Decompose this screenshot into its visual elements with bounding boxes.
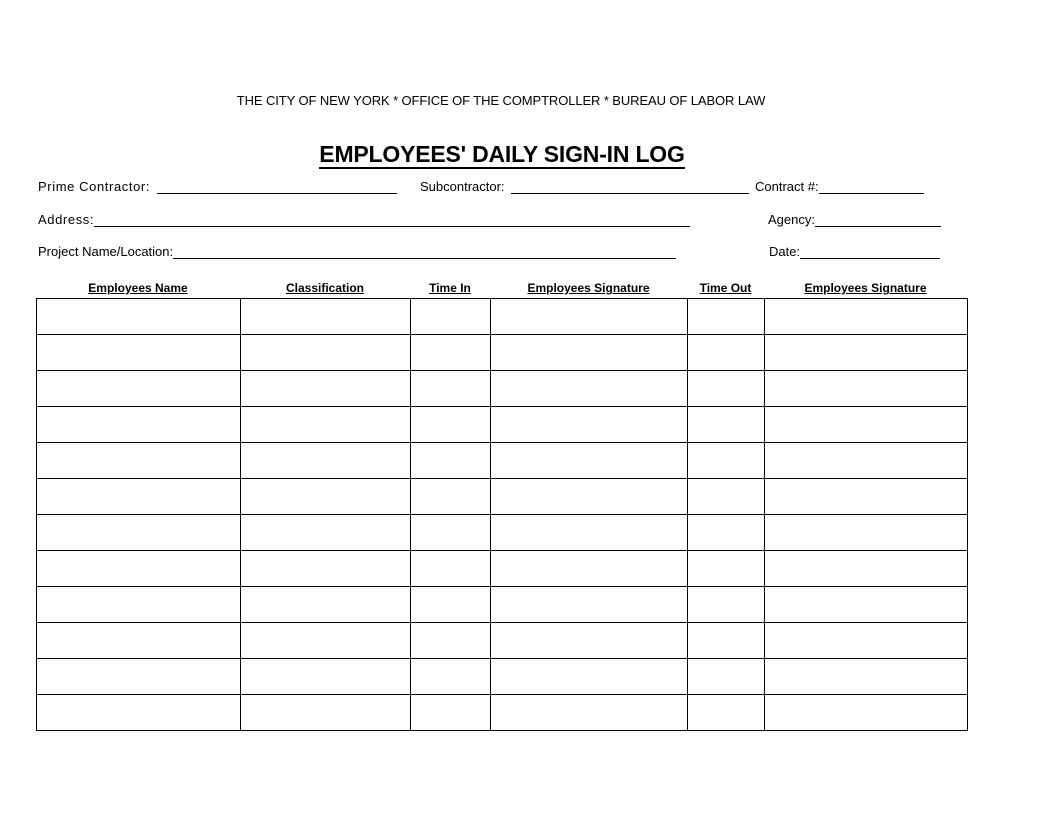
signature-in-cell[interactable] <box>491 407 688 443</box>
signature-out-cell[interactable] <box>765 587 968 623</box>
time-in-cell[interactable] <box>411 695 491 731</box>
classification-cell[interactable] <box>241 407 411 443</box>
employee-name-cell[interactable] <box>37 659 241 695</box>
employee-name-cell[interactable] <box>37 407 241 443</box>
date-input[interactable] <box>800 246 940 259</box>
column-header-time-in: Time In <box>429 281 471 295</box>
sign-in-table-body <box>37 299 968 731</box>
table-row <box>37 659 968 695</box>
signature-in-cell[interactable] <box>491 659 688 695</box>
employee-name-cell[interactable] <box>37 515 241 551</box>
signature-out-cell[interactable] <box>765 371 968 407</box>
project-input[interactable] <box>173 246 676 259</box>
classification-cell[interactable] <box>241 371 411 407</box>
employee-name-cell[interactable] <box>37 479 241 515</box>
time-in-cell[interactable] <box>411 551 491 587</box>
time-in-cell[interactable] <box>411 407 491 443</box>
table-row <box>37 479 968 515</box>
table-row <box>37 623 968 659</box>
employee-name-cell[interactable] <box>37 371 241 407</box>
contract-number-label: Contract #: <box>755 179 819 194</box>
signature-out-cell[interactable] <box>765 623 968 659</box>
time-in-cell[interactable] <box>411 299 491 335</box>
project-field <box>38 243 676 259</box>
signature-in-cell[interactable] <box>491 371 688 407</box>
subcontractor-label: Subcontractor: <box>420 179 505 194</box>
agency-input[interactable] <box>815 214 941 227</box>
signature-in-cell[interactable] <box>491 623 688 659</box>
time-out-cell[interactable] <box>688 623 765 659</box>
employee-name-cell[interactable] <box>37 335 241 371</box>
time-out-cell[interactable] <box>688 587 765 623</box>
signature-out-cell[interactable] <box>765 335 968 371</box>
signature-out-cell[interactable] <box>765 551 968 587</box>
employee-name-cell[interactable] <box>37 587 241 623</box>
table-row <box>37 371 968 407</box>
table-row <box>37 551 968 587</box>
signature-out-cell[interactable] <box>765 479 968 515</box>
address-field <box>38 211 690 227</box>
time-out-cell[interactable] <box>688 335 765 371</box>
table-row <box>37 695 968 731</box>
time-out-cell[interactable] <box>688 515 765 551</box>
agency-field <box>768 211 941 227</box>
address-input[interactable] <box>94 214 690 227</box>
subcontractor-field <box>420 178 749 194</box>
time-in-cell[interactable] <box>411 515 491 551</box>
classification-cell[interactable] <box>241 479 411 515</box>
table-row <box>37 335 968 371</box>
form-title <box>0 141 1004 168</box>
contract-number-field <box>755 178 924 194</box>
prime-contractor-field <box>38 178 397 194</box>
classification-cell[interactable] <box>241 335 411 371</box>
signature-out-cell[interactable] <box>765 515 968 551</box>
signature-in-cell[interactable] <box>491 479 688 515</box>
signature-out-cell[interactable] <box>765 407 968 443</box>
time-out-cell[interactable] <box>688 659 765 695</box>
time-out-cell[interactable] <box>688 407 765 443</box>
classification-cell[interactable] <box>241 299 411 335</box>
time-in-cell[interactable] <box>411 371 491 407</box>
signature-in-cell[interactable] <box>491 299 688 335</box>
employee-name-cell[interactable] <box>37 695 241 731</box>
signature-in-cell[interactable] <box>491 587 688 623</box>
signature-in-cell[interactable] <box>491 515 688 551</box>
column-header-time-out: Time Out <box>699 281 752 295</box>
table-row <box>37 299 968 335</box>
time-out-cell[interactable] <box>688 371 765 407</box>
classification-cell[interactable] <box>241 659 411 695</box>
agency-label: Agency: <box>768 212 815 227</box>
column-header-signature-out: Employees Signature <box>804 281 927 295</box>
time-out-cell[interactable] <box>688 479 765 515</box>
table-row <box>37 587 968 623</box>
classification-cell[interactable] <box>241 515 411 551</box>
prime-contractor-input[interactable] <box>157 181 397 194</box>
column-header-signature-in: Employees Signature <box>527 281 650 295</box>
employee-name-cell[interactable] <box>37 551 241 587</box>
subcontractor-input[interactable] <box>511 181 749 194</box>
classification-cell[interactable] <box>241 587 411 623</box>
classification-cell[interactable] <box>241 443 411 479</box>
signature-in-cell[interactable] <box>491 443 688 479</box>
date-field <box>769 243 940 259</box>
time-out-cell[interactable] <box>688 695 765 731</box>
time-in-cell[interactable] <box>411 587 491 623</box>
signature-in-cell[interactable] <box>491 695 688 731</box>
contract-number-input[interactable] <box>819 181 924 194</box>
table-row <box>37 515 968 551</box>
form-title-text: EMPLOYEES' DAILY SIGN-IN LOG <box>319 141 685 167</box>
time-out-cell[interactable] <box>688 443 765 479</box>
time-in-cell[interactable] <box>411 335 491 371</box>
time-out-cell[interactable] <box>688 551 765 587</box>
table-row <box>37 407 968 443</box>
employee-name-cell[interactable] <box>37 623 241 659</box>
date-label: Date: <box>769 244 801 259</box>
time-in-cell[interactable] <box>411 659 491 695</box>
address-label: Address: <box>38 212 95 227</box>
signature-out-cell[interactable] <box>765 659 968 695</box>
signature-in-cell[interactable] <box>491 551 688 587</box>
time-out-cell[interactable] <box>688 299 765 335</box>
employee-name-cell[interactable] <box>37 443 241 479</box>
time-in-cell[interactable] <box>411 443 491 479</box>
sign-in-table <box>36 298 968 731</box>
column-header-classification: Classification <box>285 281 365 295</box>
signature-out-cell[interactable] <box>765 443 968 479</box>
signature-out-cell[interactable] <box>765 299 968 335</box>
classification-cell[interactable] <box>241 551 411 587</box>
agency-header: THE CITY OF NEW YORK * OFFICE OF THE COMPTROLLER * BUREAU OF LABOR LAW <box>236 93 766 108</box>
column-header-employees-name: Employees Name <box>88 281 188 295</box>
time-in-cell[interactable] <box>411 479 491 515</box>
signature-in-cell[interactable] <box>491 335 688 371</box>
table-row <box>37 443 968 479</box>
employee-name-cell[interactable] <box>37 299 241 335</box>
signature-out-cell[interactable] <box>765 695 968 731</box>
time-in-cell[interactable] <box>411 623 491 659</box>
project-label: Project Name/Location: <box>38 244 174 259</box>
classification-cell[interactable] <box>241 695 411 731</box>
prime-contractor-label: Prime Contractor: <box>38 179 151 194</box>
classification-cell[interactable] <box>241 623 411 659</box>
